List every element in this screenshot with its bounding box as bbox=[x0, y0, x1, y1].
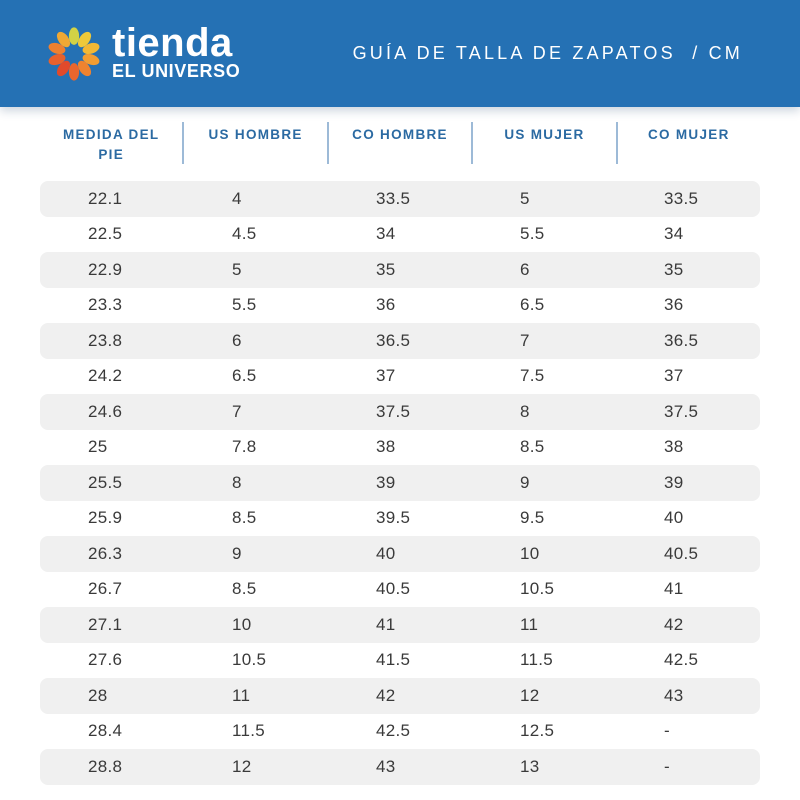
table-cell: 43 bbox=[376, 756, 396, 776]
table-row bbox=[40, 678, 760, 714]
table-cell: 40.5 bbox=[376, 579, 411, 599]
page-title: GUÍA DE TALLA DE ZAPATOS / CM bbox=[352, 43, 743, 63]
table-row bbox=[40, 181, 760, 217]
table-cell: 11 bbox=[232, 685, 251, 705]
table-cell: 10.5 bbox=[232, 650, 267, 670]
column-header bbox=[182, 122, 326, 164]
table-cell: 8.5 bbox=[232, 579, 257, 599]
table-cell: 23.8 bbox=[88, 330, 123, 350]
table-row bbox=[40, 643, 760, 679]
table-cell: 12.5 bbox=[520, 721, 555, 741]
table-cell: 41 bbox=[376, 614, 396, 634]
table-cell: 24.2 bbox=[88, 366, 123, 386]
table-cell: 12 bbox=[232, 756, 252, 776]
table-cell: 36 bbox=[664, 295, 684, 315]
table-cell: 27.1 bbox=[88, 614, 123, 634]
table-row bbox=[40, 572, 760, 608]
table-cell: 4 bbox=[232, 188, 242, 208]
table-cell: 6.5 bbox=[232, 366, 257, 386]
table-row bbox=[40, 430, 760, 466]
table-cell: 41 bbox=[664, 579, 684, 599]
table-cell: 36.5 bbox=[664, 330, 699, 350]
column-header-label: US HOMBRE bbox=[208, 127, 303, 142]
size-table bbox=[40, 181, 760, 785]
table-row bbox=[40, 607, 760, 643]
table-cell: 35 bbox=[664, 259, 684, 279]
table-cell: 36 bbox=[376, 295, 396, 315]
brand-logo bbox=[45, 20, 241, 83]
table-cell: 6 bbox=[520, 259, 530, 279]
table-cell: 39 bbox=[664, 472, 684, 492]
column-header-label: US MUJER bbox=[504, 127, 585, 142]
table-cell: 7.5 bbox=[520, 366, 545, 386]
table-cell: 22.5 bbox=[88, 224, 123, 244]
table-row bbox=[40, 323, 760, 359]
brand-subname: EL UNIVERSO bbox=[112, 61, 241, 82]
table-cell: 37 bbox=[664, 366, 684, 386]
table-cell: 40 bbox=[664, 508, 684, 528]
table-cell: 42.5 bbox=[664, 650, 699, 670]
table-cell: 40.5 bbox=[664, 543, 699, 563]
header-bar bbox=[0, 0, 800, 107]
table-cell: 12 bbox=[520, 685, 540, 705]
brand-name: tienda bbox=[112, 20, 233, 65]
table-row bbox=[40, 465, 760, 501]
table-cell: 41.5 bbox=[376, 650, 411, 670]
table-cell: 37.5 bbox=[664, 401, 699, 421]
table-cell: 25.5 bbox=[88, 472, 123, 492]
table-row bbox=[40, 252, 760, 288]
table-cell: 25.9 bbox=[88, 508, 123, 528]
table-cell: 4.5 bbox=[232, 224, 257, 244]
column-header-label: CO MUJER bbox=[647, 127, 730, 142]
table-cell: 38 bbox=[376, 437, 396, 457]
table-row bbox=[40, 749, 760, 785]
table-cell: 28.4 bbox=[88, 721, 123, 741]
sunburst-logo-icon bbox=[45, 25, 103, 83]
column-header bbox=[616, 122, 760, 164]
table-row bbox=[40, 359, 760, 395]
sun-petal bbox=[69, 27, 79, 44]
table-cell: 8 bbox=[232, 472, 242, 492]
table-cell: 5.5 bbox=[232, 295, 257, 315]
table-cell: 28.8 bbox=[88, 756, 123, 776]
table-cell: 26.7 bbox=[88, 579, 123, 599]
table-row bbox=[40, 501, 760, 537]
table-cell: 10.5 bbox=[520, 579, 555, 599]
table-row bbox=[40, 288, 760, 324]
table-cell: 25 bbox=[88, 437, 108, 457]
table-cell: 7.8 bbox=[232, 437, 257, 457]
table-cell: 11.5 bbox=[520, 650, 554, 670]
table-cell: 27.6 bbox=[88, 650, 123, 670]
table-cell: 35 bbox=[376, 259, 396, 279]
table-row bbox=[40, 536, 760, 572]
table-cell: 24.6 bbox=[88, 401, 123, 421]
table-cell: 22.1 bbox=[88, 188, 123, 208]
table-cell: 13 bbox=[520, 756, 540, 776]
table-row bbox=[40, 394, 760, 430]
column-header bbox=[471, 122, 615, 164]
table-cell: 28 bbox=[88, 685, 108, 705]
table-cell: 10 bbox=[520, 543, 540, 563]
column-header bbox=[40, 122, 182, 164]
table-cell: 40 bbox=[376, 543, 396, 563]
table-cell: 5.5 bbox=[520, 224, 545, 244]
column-header-label: MEDIDA DEL PIE bbox=[62, 127, 160, 162]
table-cell: 11 bbox=[520, 614, 539, 634]
table-cell: 7 bbox=[520, 330, 530, 350]
table-cell: 23.3 bbox=[88, 295, 123, 315]
table-cell: 7 bbox=[232, 401, 242, 421]
table-cell: 34 bbox=[376, 224, 396, 244]
table-cell: 10 bbox=[232, 614, 252, 634]
table-cell: 42 bbox=[376, 685, 396, 705]
table-row bbox=[40, 217, 760, 253]
table-cell: 6 bbox=[232, 330, 242, 350]
table-cell: 37 bbox=[376, 366, 396, 386]
table-cell: 9.5 bbox=[520, 508, 545, 528]
table-cell: 33.5 bbox=[664, 188, 699, 208]
table-cell: 42.5 bbox=[376, 721, 411, 741]
sun-petal bbox=[69, 63, 79, 80]
brand-logo-text bbox=[112, 20, 241, 82]
table-cell: 8.5 bbox=[520, 437, 545, 457]
table-cell: 8.5 bbox=[232, 508, 257, 528]
table-cell: 34 bbox=[664, 224, 684, 244]
table-cell: 9 bbox=[520, 472, 530, 492]
table-cell: 26.3 bbox=[88, 543, 123, 563]
column-header bbox=[327, 122, 471, 164]
table-cell: 42 bbox=[664, 614, 684, 634]
table-cell: 38 bbox=[664, 437, 684, 457]
table-cell: 39 bbox=[376, 472, 396, 492]
column-header-label: CO HOMBRE bbox=[352, 127, 448, 142]
table-cell: 36.5 bbox=[376, 330, 411, 350]
table-cell: 22.9 bbox=[88, 259, 123, 279]
table-cell: 6.5 bbox=[520, 295, 545, 315]
table-cell: 9 bbox=[232, 543, 242, 563]
table-cell: 33.5 bbox=[376, 188, 411, 208]
table-cell: - bbox=[664, 756, 670, 776]
table-header-row bbox=[40, 122, 760, 164]
table-cell: 39.5 bbox=[376, 508, 411, 528]
table-cell: 43 bbox=[664, 685, 684, 705]
table-cell: 37.5 bbox=[376, 401, 411, 421]
table-cell: 11.5 bbox=[232, 721, 266, 741]
table-row bbox=[40, 714, 760, 750]
table-cell: - bbox=[664, 721, 670, 741]
table-cell: 8 bbox=[520, 401, 530, 421]
table-cell: 5 bbox=[232, 259, 242, 279]
table-cell: 5 bbox=[520, 188, 530, 208]
